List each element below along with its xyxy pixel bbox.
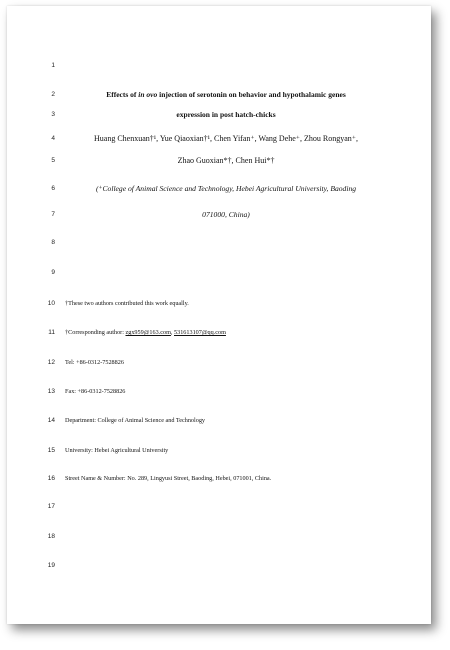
line-number: 16 [47, 475, 55, 482]
department: Department: College of Animal Science and Technology [65, 417, 206, 424]
line-16 [7, 472, 431, 486]
line-number: 15 [47, 447, 55, 454]
line-5 [7, 154, 431, 168]
line-12 [7, 356, 431, 370]
equal-contribution-note: †These two authors contributed this work equally. [65, 300, 189, 307]
line-number: 2 [51, 91, 55, 98]
paper-title-line-2: expression in post hatch-chicks [176, 110, 276, 119]
email-link-1[interactable]: zgx959@163.com [125, 329, 171, 336]
document-page [7, 6, 431, 624]
line-13 [7, 385, 431, 399]
line-number: 14 [47, 417, 55, 424]
line-2 [7, 88, 431, 102]
line-19 [7, 559, 431, 573]
line-number: 8 [51, 239, 55, 246]
university: University: Hebei Agricultural University [65, 447, 169, 454]
line-number: 7 [51, 211, 55, 218]
telephone: Tel: +86-0312-7528826 [65, 359, 124, 366]
line-number: 4 [51, 135, 55, 142]
email-link-2[interactable]: 531613107@qq.com [174, 329, 226, 336]
line-18 [7, 530, 431, 544]
line-17 [7, 500, 431, 514]
line-number: 5 [51, 157, 55, 164]
line-number: 13 [47, 388, 55, 395]
line-11 [7, 326, 431, 340]
line-14 [7, 414, 431, 428]
line-9 [7, 266, 431, 280]
line-number: 1 [51, 62, 55, 69]
authors-line-1: Huang Chenxuan†¹, Yue Qiaoxian†¹, Chen Yifan⁺, Wang Dehe⁺, Zhou Rongyan⁺, [93, 134, 359, 143]
paper-title-line-1: Effects of in ovo injection of serotonin on behavior and hypothalamic genes [106, 90, 346, 99]
line-number: 19 [47, 562, 55, 569]
line-number: 6 [51, 185, 55, 192]
line-15 [7, 444, 431, 458]
line-6 [7, 182, 431, 196]
title-italic: in ovo [138, 90, 158, 99]
street-address: Street Name & Number: No. 289, Lingyusi Street, Baoding, Hebei, 071001, China. [65, 475, 272, 482]
line-7 [7, 208, 431, 222]
line-number: 3 [51, 111, 55, 118]
line-number: 18 [47, 533, 55, 540]
affiliation-line-2: 071000, China) [202, 210, 250, 219]
line-number: 10 [47, 300, 55, 307]
line-number: 9 [51, 269, 55, 276]
line-8 [7, 236, 431, 250]
line-number: 17 [47, 503, 55, 510]
fax: Fax: +86-0312-7528826 [65, 388, 126, 395]
corresponding-author: †Corresponding author: zgx959@163.com, 531613107@qq.com [65, 329, 226, 336]
line-number: 12 [47, 359, 55, 366]
line-4 [7, 132, 431, 146]
affiliation-line-1: (⁺College of Animal Science and Technology, Hebei Agricultural University, Baoding [95, 184, 357, 193]
line-10 [7, 297, 431, 311]
line-1 [7, 59, 431, 73]
authors-line-2: Zhao Guoxian*†, Chen Hui*† [177, 156, 275, 165]
line-3 [7, 108, 431, 122]
line-number: 11 [48, 329, 55, 336]
